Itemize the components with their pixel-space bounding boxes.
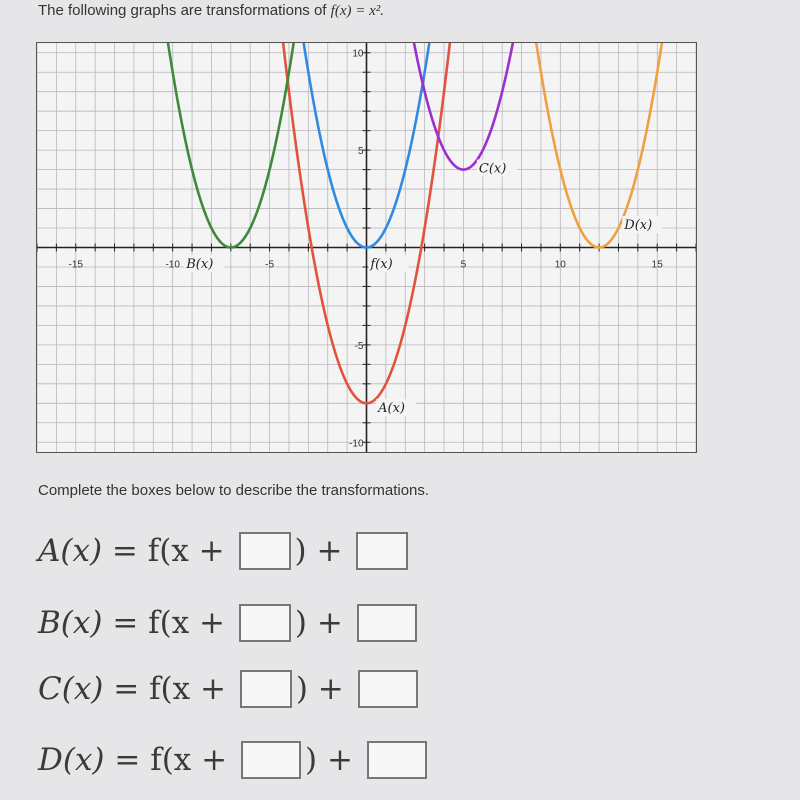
equation-a-plus: + [316,533,343,569]
equation-d-close: ) [304,742,318,778]
c-horizontal-shift-input[interactable] [240,670,292,708]
x-tick-label: -10 [165,259,180,271]
x-tick-label: -15 [68,259,83,271]
series-label-f: f(x) [370,256,393,272]
equation-b-lhs: B(x) [38,605,103,641]
series-label-c: C(x) [478,161,507,177]
equation-d-lhs: D(x) [38,742,105,778]
equation-c-lhs: C(x) [38,671,104,707]
d-horizontal-shift-input[interactable] [241,741,301,779]
equation-b-row [38,599,421,647]
equation-a-close: ) [294,533,307,569]
series-label-d: D(x) [624,218,653,234]
x-tick-label: 10 [554,259,566,271]
x-tick-label: -5 [265,259,275,271]
y-tick-label: 5 [357,146,364,158]
x-tick-label: 5 [460,259,467,271]
y-tick-label: -10 [349,438,364,450]
equation-b-rhs: = f(x + [112,605,226,641]
equation-d-row [38,736,431,784]
equation-a-lhs: A(x) [38,533,103,569]
intro-function: f(x) = x². [330,3,384,19]
equation-d-plus: + [326,742,353,778]
y-tick-label: -5 [354,340,364,352]
x-tick-label: 15 [651,259,663,271]
b-horizontal-shift-input[interactable] [239,604,291,642]
equation-c-rhs: = f(x + [113,671,226,707]
c-vertical-shift-input[interactable] [358,670,418,708]
intro-text [38,2,384,20]
instructions-text: Complete the boxes below to describe the transformations. [38,482,430,499]
b-vertical-shift-input[interactable] [357,604,417,642]
y-tick-label: 10 [352,48,364,60]
series-label-b: B(x) [186,256,214,272]
d-vertical-shift-input[interactable] [367,741,427,779]
equation-d-rhs: = f(x + [114,742,228,778]
equation-b-close: ) [294,605,307,641]
equation-c-close: ) [295,671,308,707]
equation-c-plus: + [317,671,344,707]
equation-a-row [38,527,412,575]
equation-a-rhs: = f(x + [111,533,225,569]
equation-b-plus: + [316,605,343,641]
parabola-chart [37,43,696,452]
a-horizontal-shift-input[interactable] [239,532,291,570]
equation-c-row [38,665,422,713]
intro-prefix: The following graphs are transformations of [38,2,327,19]
graph-panel [36,42,697,453]
series-label-a: A(x) [378,401,406,417]
a-vertical-shift-input[interactable] [356,532,408,570]
